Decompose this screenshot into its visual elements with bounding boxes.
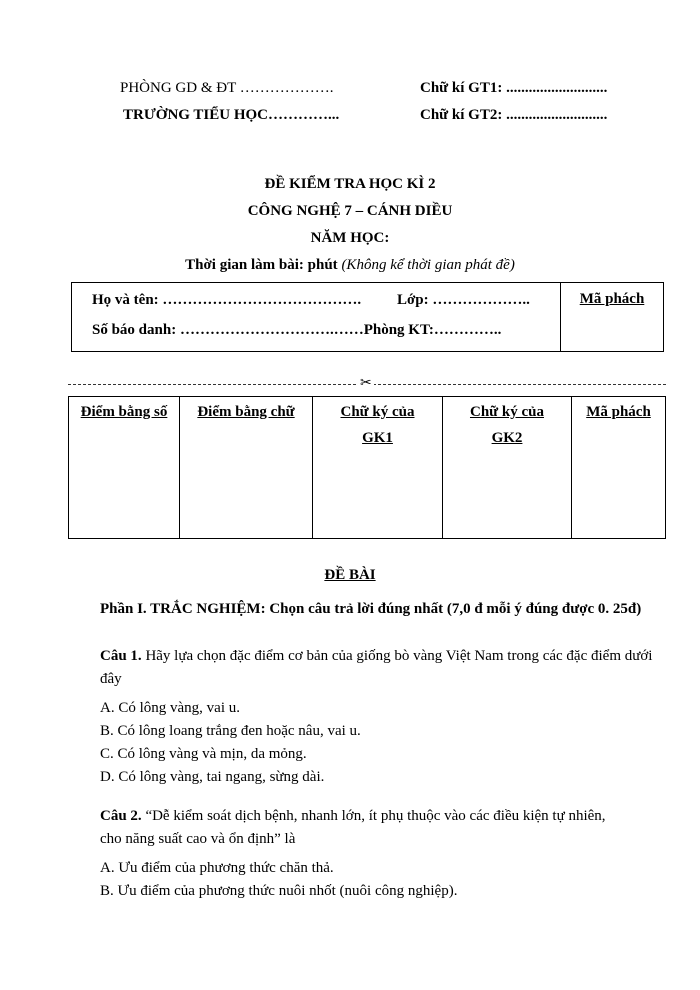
gk2-header-line1: Chữ ký của — [469, 404, 545, 420]
sbd-field: Số báo danh: ………………………….……Phòng KT:………….. — [92, 322, 502, 338]
school-year: NĂM HỌC: — [310, 230, 390, 246]
q2-option-a: A. Ưu điểm của phương thức chăn thả. — [100, 860, 334, 876]
question-2-label: Câu 2. — [100, 808, 142, 824]
name-field: Họ và tên: …………………………………. — [92, 292, 362, 308]
q1-option-b: B. Có lông loang trắng đen hoặc nâu, vai u. — [100, 723, 361, 739]
q2-option-b: B. Ưu điểm của phương thức nuôi nhốt (nuôi công nghiệp). — [100, 883, 458, 899]
code2-cell — [572, 397, 666, 539]
code-cell — [561, 283, 664, 352]
gk1-cell — [313, 397, 443, 539]
question-2-text: “Dễ kiểm soát dịch bệnh, nhanh lớn, ít phụ thuộc vào các điều kiện tự nhiên, cho năng suất cao và ổn định” là — [100, 808, 606, 847]
department-line: PHÒNG GD & ĐT ………………. — [120, 80, 334, 96]
score-number-cell — [69, 397, 180, 539]
score-words-header: Điểm bằng chữ — [197, 404, 295, 420]
class-field: Lớp: ……………….. — [397, 292, 530, 308]
school-line: TRƯỜNG TIỂU HỌC…………... — [123, 107, 340, 123]
time-label: Thời gian làm bài: phút — [185, 257, 338, 273]
q1-option-a: A. Có lông vàng, vai u. — [100, 700, 240, 716]
question-1 — [100, 645, 655, 691]
gk1-header-line2: GK1 — [362, 430, 393, 446]
signature-gt2: Chữ kí GT2: ........................... — [420, 107, 608, 123]
code2-header: Mã phách — [586, 404, 651, 420]
score-words-cell — [180, 397, 313, 539]
code-label: Mã phách — [579, 291, 645, 307]
gk1-header-line1: Chữ ký của — [340, 404, 415, 420]
exam-heading: ĐỀ BÀI — [324, 567, 376, 583]
scissor-icon: ✂ — [360, 375, 372, 391]
part1-heading: Phần I. TRẮC NGHIỆM: Chọn câu trả lời đúng nhất (7,0 đ mỗi ý đúng được 0. 25đ) — [100, 601, 642, 617]
gk2-header-line2: GK2 — [491, 430, 523, 446]
score-table — [68, 396, 666, 539]
q1-option-c: C. Có lông vàng và mịn, da mỏng. — [100, 746, 307, 762]
student-info-cell — [72, 283, 561, 352]
subject-title: CÔNG NGHỆ 7 – CÁNH DIỀU — [247, 203, 453, 219]
time-note: (Không kể thời gian phát đề) — [341, 257, 515, 273]
question-2 — [100, 805, 630, 851]
student-info-box — [71, 282, 664, 352]
signature-gt1: Chữ kí GT1: ........................... — [420, 80, 608, 96]
exam-title: ĐỀ KIỂM TRA HỌC KÌ 2 — [264, 176, 436, 192]
time-line — [0, 257, 700, 274]
question-1-label: Câu 1. — [100, 648, 142, 664]
question-1-text: Hãy lựa chọn đặc điểm cơ bản của giống bò vàng Việt Nam trong các đặc điểm dưới đây — [100, 648, 653, 687]
gk2-cell — [443, 397, 572, 539]
q1-option-d: D. Có lông vàng, tai ngang, sừng dài. — [100, 769, 325, 785]
score-number-header: Điểm bằng số — [80, 404, 168, 420]
